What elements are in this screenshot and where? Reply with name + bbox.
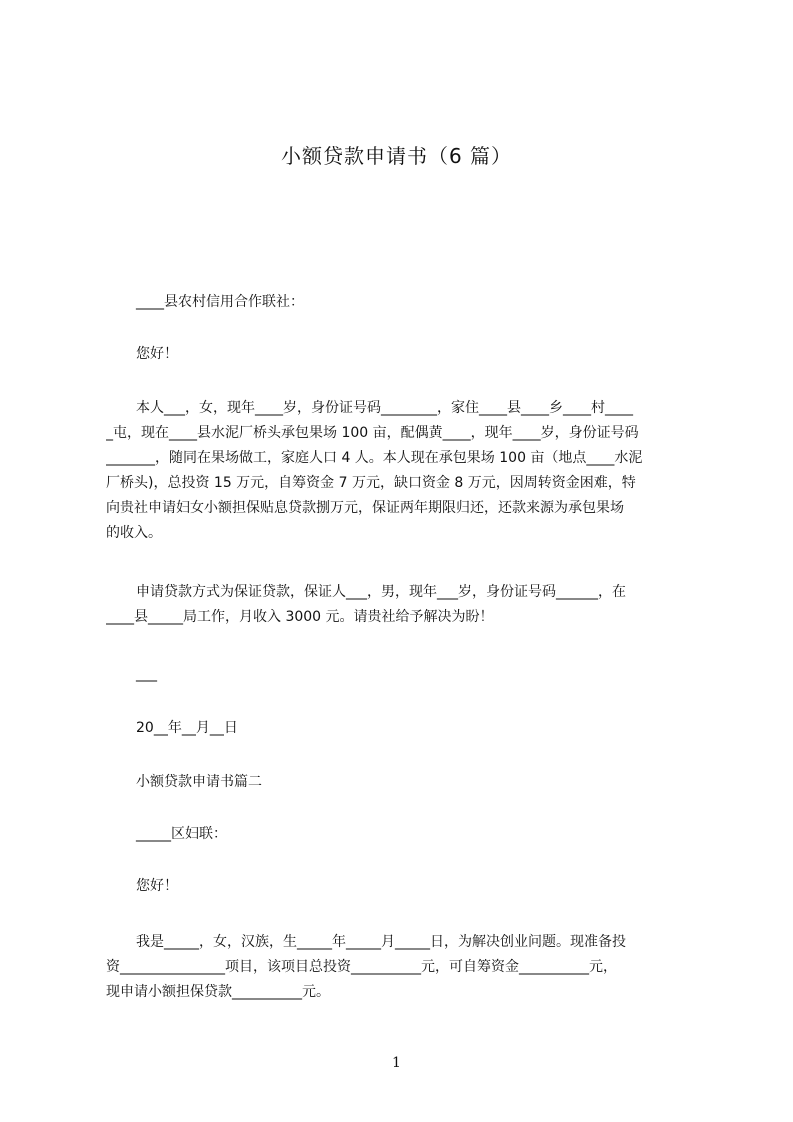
letter2-paragraph-1 [106, 930, 698, 1005]
paragraph-line: _______，随同在果场做工，家庭人口 4 人。本人现在承包果场 100 亩（地点____水泥 [106, 450, 643, 466]
letter1-salutation: ____县农村信用合作联社： [136, 294, 304, 310]
paragraph-line: 向贵社申请妇女小额担保贴息贷款捌万元，保证两年期限归还，还款来源为承包果场 [106, 500, 624, 516]
letter2-greeting: 您好！ [136, 878, 178, 894]
paragraph-line: 我是_____，女，汉族，生_____年_____月_____日，为解决创业问题。现准备投 [136, 934, 626, 950]
paragraph-line: ____县_____局工作，月收入 3000 元。请贵社给予解决为盼！ [106, 609, 494, 625]
letter1-signature: ___ [136, 666, 157, 682]
letter2-heading: 小额贷款申请书篇二 [136, 774, 262, 790]
paragraph-line: 的收入。 [106, 525, 162, 541]
document-title: 小额贷款申请书（6 篇） [280, 144, 513, 168]
paragraph-line: 申请贷款方式为保证贷款，保证人___，男，现年___岁，身份证号码______，在 [136, 584, 626, 600]
page-number: 1 [392, 1055, 401, 1071]
paragraph-line: _屯，现在____县水泥厂桥头承包果场 100 亩，配偶黄____，现年____岁，身份证号码 [106, 425, 639, 441]
paragraph-line: 现申请小额担保贷款__________元。 [106, 984, 330, 1000]
paragraph-line: 厂桥头)，总投资 15 万元，自筹资金 7 万元，缺口资金 8 万元，因周转资金困难，特 [106, 475, 636, 491]
paragraph-line: 资_______________项目，该项目总投资__________元，可自筹资金__________元， [106, 959, 617, 975]
letter2-salutation: _____区妇联： [136, 826, 227, 842]
letter1-date: 20__年__月__日 [136, 720, 238, 736]
letter1-greeting: 您好！ [136, 346, 178, 362]
letter1-paragraph-2 [106, 580, 698, 630]
paragraph-line: 本人___，女，现年____岁，身份证号码________，家住____县____乡____村____ [136, 400, 633, 416]
letter1-paragraph-1 [106, 396, 698, 546]
